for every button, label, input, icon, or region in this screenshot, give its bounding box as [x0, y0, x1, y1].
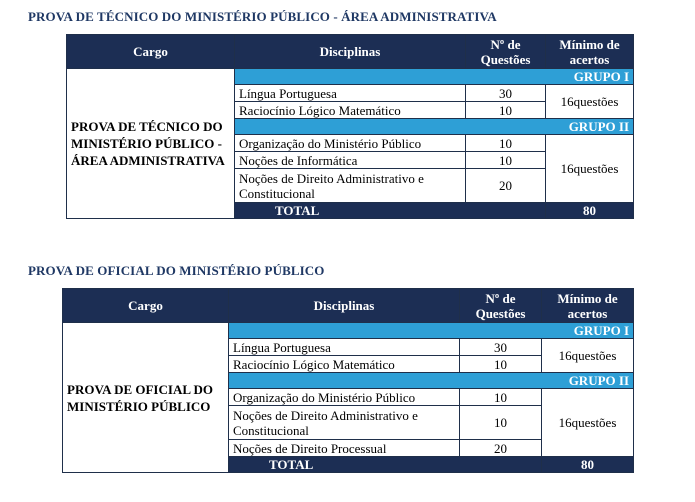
- minimum-correct: 16questões: [546, 85, 634, 119]
- exam-table-tecnico: [66, 34, 634, 219]
- question-count: 10: [460, 389, 542, 406]
- cargo-cell: PROVA DE OFICIAL DO MINISTÉRIO PÚBLICO: [63, 323, 229, 473]
- header-minimo: Mínimo de acertos: [546, 35, 634, 69]
- discipline-name: Língua Portuguesa: [235, 85, 466, 102]
- question-count: 30: [466, 85, 546, 102]
- group-header: GRUPO II: [229, 373, 634, 389]
- header-minimo: Mínimo de acertos: [542, 289, 634, 323]
- total-value: 80: [546, 203, 634, 219]
- header-cargo: Cargo: [67, 35, 235, 69]
- exam-table-oficial: [62, 288, 634, 473]
- question-count: 20: [466, 169, 546, 203]
- discipline-name: Organização do Ministério Público: [229, 389, 460, 406]
- section-title-tecnico: PROVA DE TÉCNICO DO MINISTÉRIO PÚBLICO - ÁREA ADMINISTRATIVA: [28, 9, 497, 24]
- total-label: TOTAL: [229, 457, 542, 473]
- question-count: 20: [460, 440, 542, 457]
- total-label: TOTAL: [235, 203, 546, 219]
- minimum-correct: 16questões: [542, 339, 634, 373]
- minimum-correct: 16questões: [546, 135, 634, 203]
- minimum-correct: 16questões: [542, 389, 634, 457]
- group-header: GRUPO I: [235, 69, 634, 85]
- discipline-name: Língua Portuguesa: [229, 339, 460, 356]
- group-header: GRUPO I: [229, 323, 634, 339]
- discipline-name: Noções de Informática: [235, 152, 466, 169]
- discipline-name: Noções de Direito Processual: [229, 440, 460, 457]
- section-title-oficial: PROVA DE OFICIAL DO MINISTÉRIO PÚBLICO: [28, 263, 325, 278]
- header-questoes: Nº de Questões: [460, 289, 542, 323]
- discipline-name: Noções de Direito Administrativo e Constitucional: [235, 169, 466, 203]
- discipline-name: Raciocínio Lógico Matemático: [229, 356, 460, 373]
- header-disciplinas: Disciplinas: [229, 289, 460, 323]
- question-count: 10: [466, 102, 546, 119]
- discipline-name: Noções de Direito Administrativo e Constitucional: [229, 406, 460, 440]
- total-value: 80: [542, 457, 634, 473]
- question-count: 30: [460, 339, 542, 356]
- question-count: 10: [466, 152, 546, 169]
- discipline-name: Organização do Ministério Público: [235, 135, 466, 152]
- question-count: 10: [460, 356, 542, 373]
- header-questoes: Nº de Questões: [466, 35, 546, 69]
- group-header: GRUPO II: [235, 119, 634, 135]
- cargo-cell: PROVA DE TÉCNICO DO MINISTÉRIO PÚBLICO - ÁREA ADMINISTRATIVA: [67, 69, 235, 219]
- discipline-name: Raciocínio Lógico Matemático: [235, 102, 466, 119]
- header-cargo: Cargo: [63, 289, 229, 323]
- question-count: 10: [460, 406, 542, 440]
- header-disciplinas: Disciplinas: [235, 35, 466, 69]
- question-count: 10: [466, 135, 546, 152]
